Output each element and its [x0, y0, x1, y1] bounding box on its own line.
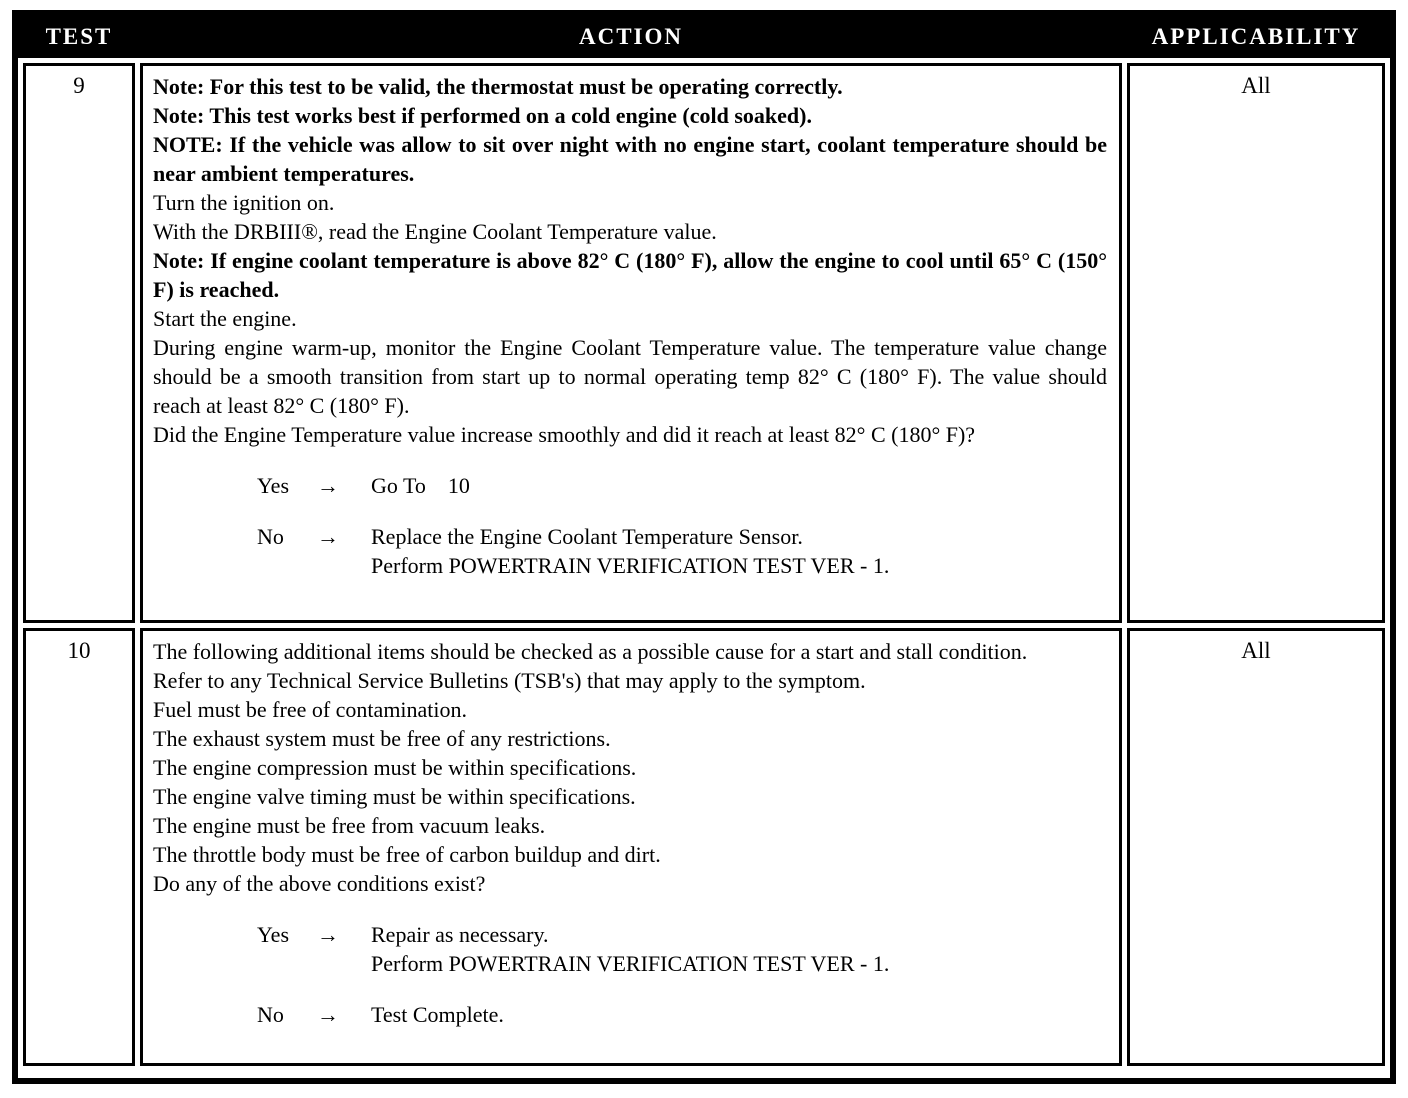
test-number: 9	[73, 73, 85, 98]
test-cell	[23, 63, 135, 623]
answer-line: Go To 10	[371, 473, 470, 498]
action-paragraph: Turn the ignition on.	[153, 190, 335, 215]
column-header-action: ACTION	[578, 24, 683, 49]
answer-label: Yes	[257, 473, 290, 498]
action-paragraph: Note: This test works best if performed on a cold engine (cold soaked).	[153, 103, 812, 128]
action-cell	[140, 628, 1122, 1066]
action-paragraph: Do any of the above conditions exist?	[153, 871, 486, 896]
action-paragraph: Note: For this test to be valid, the thermostat must be operating correctly.	[153, 74, 843, 99]
diagnostic-test-table	[12, 10, 1396, 1084]
applicability-value: All	[1241, 73, 1271, 98]
table-row	[23, 63, 1385, 623]
answer-line: Repair as necessary.	[371, 922, 549, 947]
answer-line: Perform POWERTRAIN VERIFICATION TEST VER - 1.	[371, 553, 890, 578]
action-paragraph: Did the Engine Temperature value increase smoothly and did it reach at least 82° C (180° F)?	[153, 422, 976, 447]
action-paragraph: NOTE: If the vehicle was allow to sit over night with no engine start, coolant temperature should be near ambient temperatures.	[153, 132, 1107, 186]
answer-text	[371, 471, 1107, 500]
action-paragraph: The throttle body must be free of carbon buildup and dirt.	[153, 842, 661, 867]
action-paragraph: The engine valve timing must be within specifications.	[153, 784, 636, 809]
answer-text	[371, 522, 1107, 580]
arrow-icon: →	[317, 1002, 339, 1027]
answer-block	[257, 1000, 1107, 1029]
action-paragraph: During engine warm-up, monitor the Engine Coolant Temperature value. The temperature value change should be a smooth transition from start up to normal operating temp 82° C (180° F). The value should reach at least 82° C (180° F).	[153, 335, 1107, 418]
arrow-icon: →	[317, 922, 339, 947]
answer-line: Test Complete.	[371, 1002, 504, 1027]
action-paragraph: The exhaust system must be free of any restrictions.	[153, 726, 611, 751]
test-number: 10	[67, 638, 91, 663]
applicability-value: All	[1241, 638, 1271, 663]
answer-line: Replace the Engine Coolant Temperature Sensor.	[371, 524, 803, 549]
arrow-icon: →	[317, 473, 339, 498]
test-cell	[23, 628, 135, 1066]
table-row	[23, 628, 1385, 1066]
table-body	[18, 58, 1390, 1078]
action-cell	[140, 63, 1122, 623]
action-paragraph: With the DRBIII®, read the Engine Coolant Temperature value.	[153, 219, 717, 244]
action-paragraph: The engine compression must be within specifications.	[153, 755, 637, 780]
action-paragraph: The following additional items should be checked as a possible cause for a start and stall condition.	[153, 639, 1028, 664]
applicability-cell	[1127, 63, 1385, 623]
action-paragraph: The engine must be free from vacuum leaks.	[153, 813, 546, 838]
answer-block	[257, 522, 1107, 580]
answer-label: No	[257, 524, 284, 549]
applicability-cell	[1127, 628, 1385, 1066]
action-paragraph: Note: If engine coolant temperature is above 82° C (180° F), allow the engine to cool until 65° C (150° F) is reached.	[153, 248, 1107, 302]
answer-block	[257, 471, 1107, 500]
arrow-icon: →	[317, 524, 339, 549]
action-paragraph: Start the engine.	[153, 306, 297, 331]
action-paragraph: Fuel must be free of contamination.	[153, 697, 468, 722]
answer-block	[257, 920, 1107, 978]
column-header-applicability: APPLICABILITY	[1151, 24, 1361, 49]
answer-text	[371, 1000, 1107, 1029]
answer-text	[371, 920, 1107, 978]
answer-label: Yes	[257, 922, 290, 947]
answer-line: Perform POWERTRAIN VERIFICATION TEST VER - 1.	[371, 951, 890, 976]
action-paragraph: Refer to any Technical Service Bulletins (TSB's) that may apply to the symptom.	[153, 668, 866, 693]
answer-label: No	[257, 1002, 284, 1027]
column-header-test: TEST	[45, 24, 113, 49]
table-header	[18, 16, 1390, 58]
